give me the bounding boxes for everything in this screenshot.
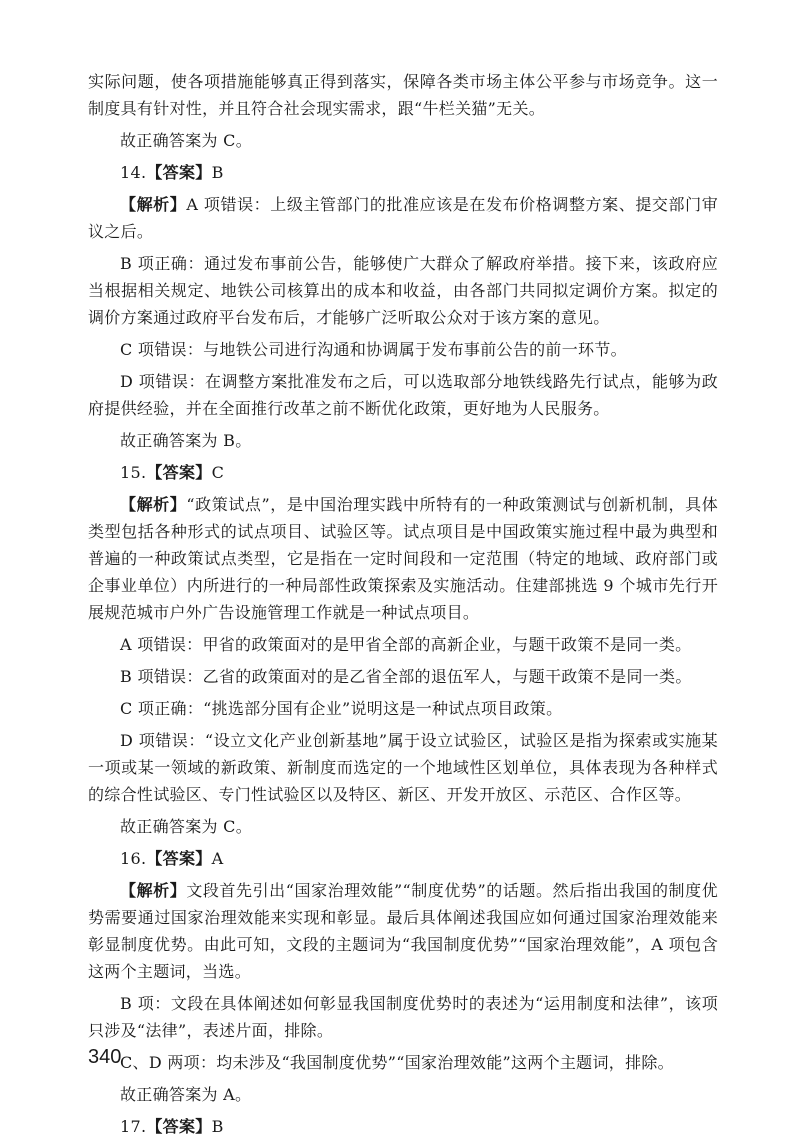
analysis-label: 【解析】 bbox=[120, 881, 187, 900]
answer-line bbox=[88, 1113, 718, 1140]
analysis-text: A 项错误：上级主管部门的批准应该是在发布价格调整方案、提交部门审议之后。 bbox=[88, 195, 718, 241]
question-number: 17. bbox=[120, 1117, 147, 1136]
document-body bbox=[88, 68, 718, 1145]
body-paragraph: C 项正确：“挑选部分国有企业”说明这是一种试点项目政策。 bbox=[120, 699, 563, 718]
question-number: 16. bbox=[120, 849, 147, 868]
body-paragraph: B 项：文段在具体阐述如何彰显我国制度优势时的表述为“运用制度和法律”，该项只涉及“法律”，表述片面，排除。 bbox=[88, 994, 718, 1040]
analysis-label: 【解析】 bbox=[120, 495, 187, 514]
analysis-text: 文段首先引出“国家治理效能”“制度优势”的话题。然后指出我国的制度优势需要通过国家治理效能来实现和彰显。最后具体阐述我国应如何通过国家治理效能来彰显制度优势。由此可知，文段的主题词为“我国制度优势”“国家治理效能”，A 项包含这两个主题词，当选。 bbox=[88, 881, 719, 981]
body-paragraph: D 项错误：“设立文化产业创新基地”属于设立试验区，试验区是指为探索或实施某一项或某一领域的新政策、新制度而选定的一个地域性区划单位，具体表现为各种样式的综合性试验区、专门性试验区以及特区、新区、开发开放区、示范区、合作区等。 bbox=[88, 731, 718, 804]
answer-label: 【答案】 bbox=[146, 849, 212, 868]
body-paragraph: 实际问题，使各项措施能够真正得到落实，保障各类市场主体公平参与市场竞争。这一制度具有针对性，并且符合社会现实需求，跟“牛栏关猫”无关。 bbox=[88, 72, 718, 118]
analysis-label: 【解析】 bbox=[120, 195, 187, 214]
analysis-text: “政策试点”，是中国治理实践中所特有的一种政策测试与创新机制，具体类型包括各种形式的试点项目、试验区等。试点项目是中国政策实施过程中最为典型和普遍的一种政策试点类型，它是指在一定时间段和一定范围（特定的地域、政府部门或企事业单位）内所进行的一种局部性政策探索及实施活动。住建部挑选 9 个城市先行开展规范城市户外广告设施管理工作就是一种试点项目。 bbox=[88, 495, 718, 622]
body-paragraph: 故正确答案为 B。 bbox=[120, 431, 252, 450]
answer-label: 【答案】 bbox=[146, 163, 212, 182]
answer-line bbox=[88, 159, 718, 186]
answer-value: B bbox=[211, 163, 224, 182]
answer-line bbox=[88, 459, 718, 486]
body-paragraph: 故正确答案为 C。 bbox=[120, 131, 253, 150]
body-paragraph: D 项错误：在调整方案批准发布之后，可以选取部分地铁线路先行试点，能够为政府提供经验，并在全面推行改革之前不断优化政策，更好地为人民服务。 bbox=[88, 372, 718, 418]
body-paragraph: C 项错误：与地铁公司进行沟通和协调属于发布事前公告的前一环节。 bbox=[120, 340, 627, 359]
body-paragraph: 故正确答案为 C。 bbox=[120, 817, 253, 836]
question-number: 15. bbox=[120, 463, 147, 482]
body-paragraph: A 项错误：甲省的政策面对的是甲省全部的高新企业，与题干政策不是同一类。 bbox=[120, 635, 692, 654]
body-paragraph: 故正确答案为 A。 bbox=[120, 1085, 252, 1104]
analysis-paragraph bbox=[88, 191, 718, 245]
page-number: 340 bbox=[88, 1046, 122, 1068]
answer-line bbox=[88, 845, 718, 872]
answer-value: B bbox=[211, 1117, 224, 1136]
question-number: 14. bbox=[120, 163, 147, 182]
answer-value: A bbox=[211, 849, 224, 868]
answer-label: 【答案】 bbox=[146, 463, 212, 482]
analysis-paragraph bbox=[88, 877, 718, 985]
answer-value: C bbox=[211, 463, 225, 482]
body-paragraph: B 项错误：乙省的政策面对的是乙省全部的退伍军人，与题干政策不是同一类。 bbox=[120, 667, 692, 686]
body-paragraph: B 项正确：通过发布事前公告，能够使广大群众了解政府举措。接下来，该政府应当根据相关规定、地铁公司核算出的成本和收益，由各部门共同拟定调价方案。拟定的调价方案通过政府平台发布后，才能够广泛听取公众对于该方案的意见。 bbox=[88, 254, 718, 327]
analysis-paragraph bbox=[88, 491, 718, 626]
answer-label: 【答案】 bbox=[146, 1117, 212, 1136]
body-paragraph: C、D 两项：均未涉及“我国制度优势”“国家治理效能”这两个主题词，排除。 bbox=[120, 1053, 674, 1072]
